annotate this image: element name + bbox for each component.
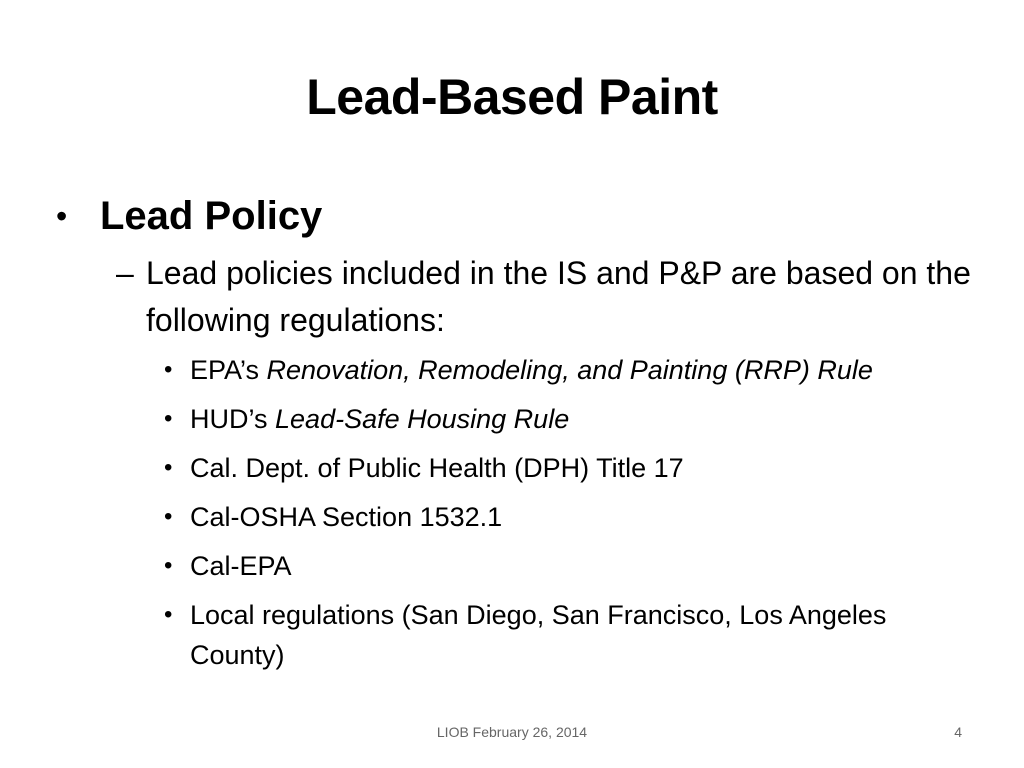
bullet-icon: •	[164, 503, 173, 530]
bullet-icon: •	[164, 552, 173, 579]
regulation-text	[190, 595, 970, 675]
regulation-text	[190, 546, 970, 586]
regulation-text	[190, 448, 970, 488]
regulation-prefix: Cal-OSHA Section 1532.1	[190, 502, 503, 532]
regulation-item	[164, 497, 976, 537]
regulation-prefix: Local regulations (San Diego, San Francisco, Los Angeles County)	[190, 600, 887, 670]
regulation-item	[164, 350, 976, 390]
regulation-prefix: EPA’s	[190, 355, 267, 385]
sub-bullet-policies	[116, 250, 976, 344]
regulation-prefix: Cal-EPA	[190, 551, 292, 581]
regulation-text	[190, 497, 970, 537]
regulation-item	[164, 448, 976, 488]
bullet-icon: •	[164, 454, 173, 481]
regulations-list	[164, 350, 976, 675]
sub-bullet-text: Lead policies included in the IS and P&P are based on the following regulations:	[146, 255, 971, 338]
bullet-icon: •	[164, 405, 173, 432]
bullet-icon: •	[164, 356, 173, 383]
bullet-heading: Lead Policy	[100, 194, 323, 238]
dash-icon: –	[116, 255, 134, 291]
regulation-emphasis: Lead-Safe Housing Rule	[275, 404, 570, 434]
regulation-prefix: HUD’s	[190, 404, 276, 434]
regulation-prefix: Cal. Dept. of Public Health (DPH) Title 17	[190, 453, 684, 483]
bullet-icon: •	[56, 198, 68, 234]
regulation-text	[190, 350, 970, 390]
regulation-emphasis: Renovation, Remodeling, and Painting (RRP) Rule	[266, 355, 873, 385]
page-number: 4	[954, 724, 962, 740]
regulation-item	[164, 595, 976, 675]
slide-content	[56, 190, 976, 684]
footer-text: LIOB February 26, 2014	[436, 724, 588, 740]
bullet-icon: •	[164, 601, 173, 628]
regulation-item	[164, 546, 976, 586]
regulation-text	[190, 399, 970, 439]
slide-title: Lead-Based Paint	[306, 69, 718, 125]
bullet-lead-policy	[56, 190, 976, 242]
regulation-item	[164, 399, 976, 439]
